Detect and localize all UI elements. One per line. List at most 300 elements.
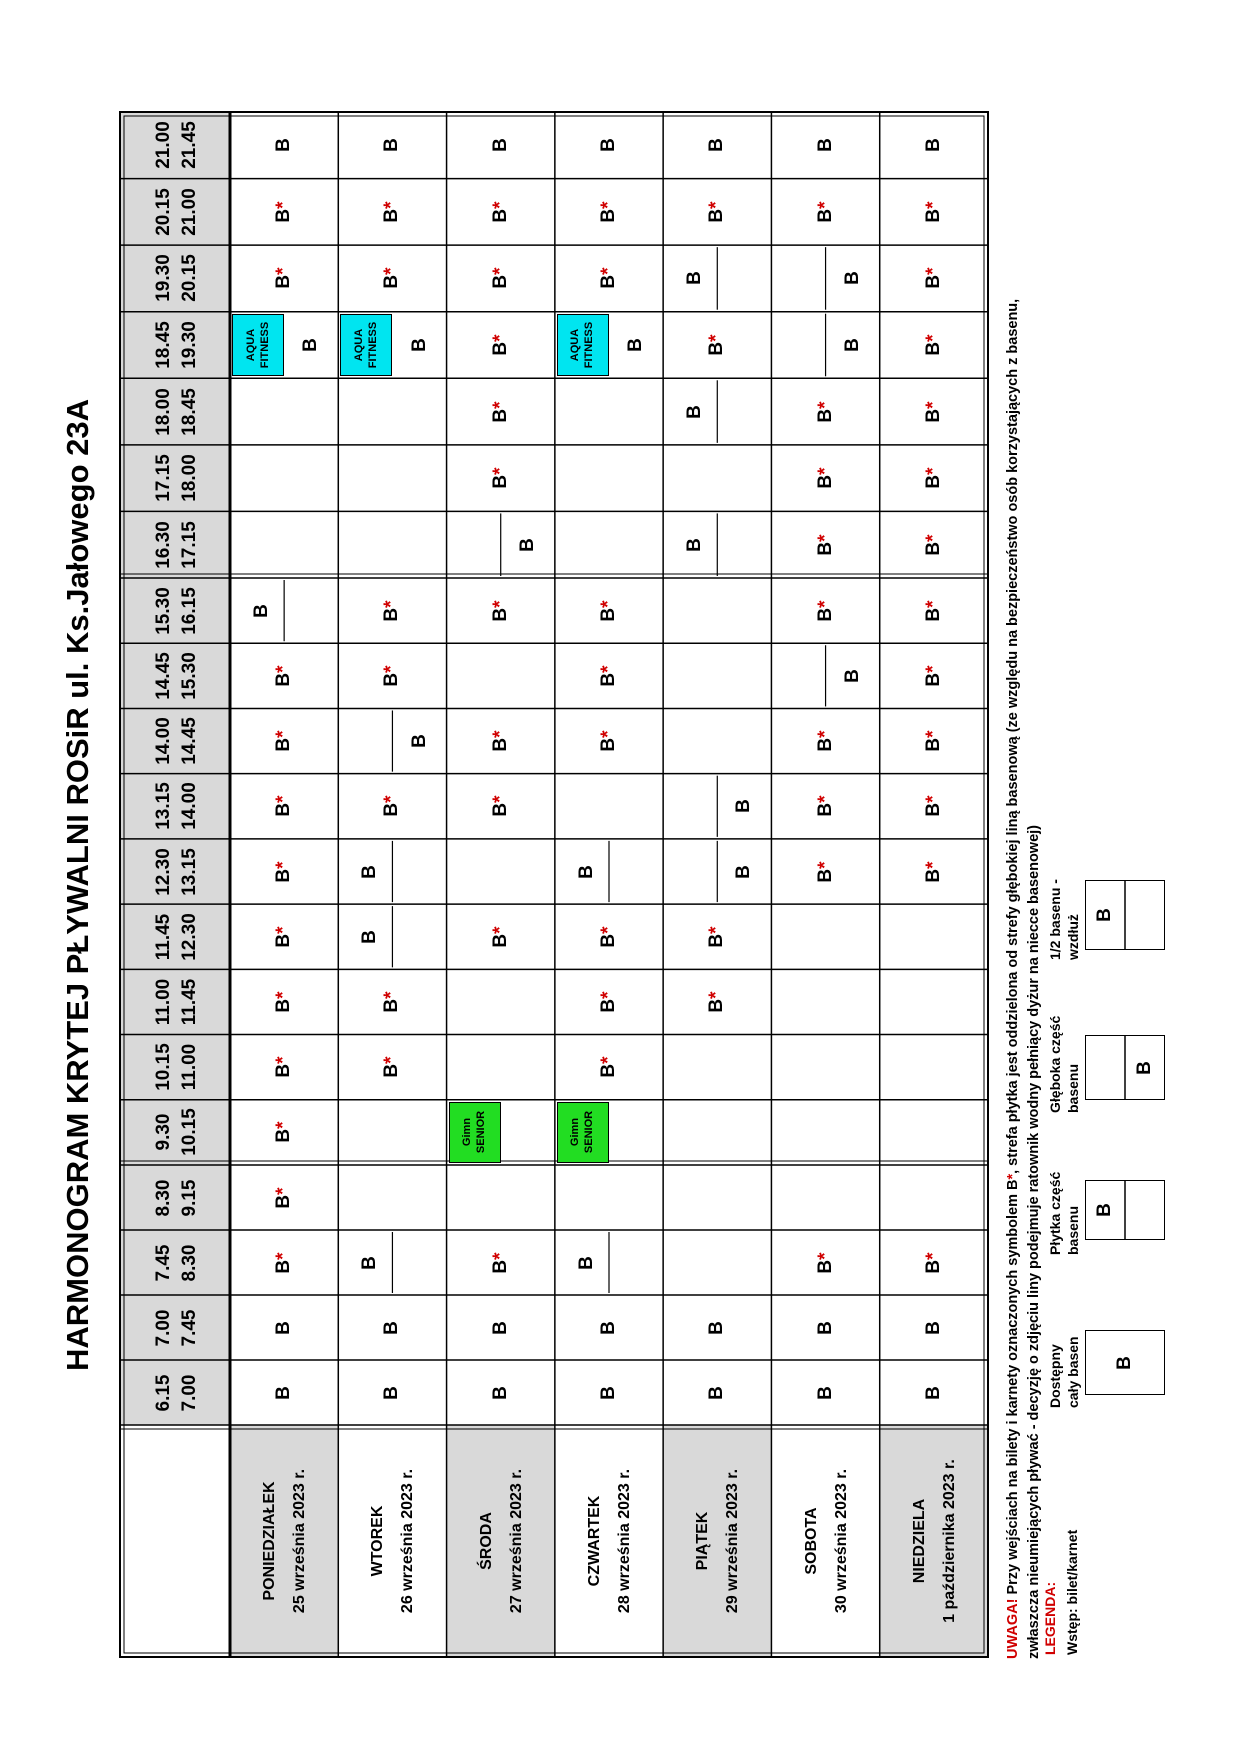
b-symbol: B (273, 933, 295, 948)
cell-symbol (923, 125, 945, 165)
cell-symbol (490, 325, 512, 365)
b-symbol: B (489, 138, 511, 153)
b-symbol: B (706, 933, 728, 948)
slot-start-time: 18.45 (152, 321, 174, 369)
cell-symbol (815, 458, 837, 498)
b-symbol: B (381, 1064, 403, 1078)
slot-end-time: 10.15 (178, 1108, 200, 1157)
cell-symbol (300, 325, 322, 365)
star-symbol: * (273, 730, 295, 738)
cell-symbol (490, 917, 512, 957)
slot-end-time: 18.45 (178, 387, 200, 436)
slot-end-time: 12.30 (178, 912, 200, 961)
star-symbol: * (273, 201, 295, 209)
b-symbol: B (841, 338, 863, 352)
star-symbol: * (598, 201, 619, 209)
legend-title: LEGENDA: (1042, 1581, 1058, 1655)
cell-symbol (815, 392, 837, 432)
cell-symbol (273, 125, 295, 165)
note-warning: UWAGA! (1005, 1598, 1021, 1659)
b-symbol: B (598, 1320, 619, 1335)
star-symbol: * (922, 467, 944, 475)
slot-end-time: 7.45 (178, 1309, 200, 1346)
slot-start-time: 21.00 (152, 121, 174, 170)
b-symbol: B (381, 607, 403, 622)
b-symbol: B (598, 138, 619, 153)
b-symbol: B (381, 1320, 403, 1335)
legend-item-line-2: basenu (1065, 1205, 1081, 1255)
legend-b-symbol: B (1114, 1355, 1135, 1370)
cell-symbol (598, 258, 620, 298)
cell-symbol (598, 125, 620, 165)
star-symbol: * (814, 467, 836, 475)
cell-symbol (273, 1373, 295, 1413)
note-text: Przy wejściach na bilety i karnety oznaczonych symbolem B (1005, 1179, 1021, 1599)
cell-symbol (733, 786, 755, 826)
slot-start-time: 13.15 (152, 782, 174, 831)
cell-symbol (381, 1308, 403, 1348)
cell-symbol (684, 525, 706, 565)
cell-symbol (359, 917, 381, 957)
cell-symbol (625, 325, 647, 365)
cell-symbol (706, 917, 728, 957)
note-line-1 (1005, 119, 1021, 1659)
legend-entry-label: Wstęp: bilet/karnet (1064, 1529, 1080, 1655)
cell-symbol (815, 125, 837, 165)
slot-start-time: 17.15 (152, 454, 174, 502)
cell-symbol (251, 591, 273, 631)
b-symbol: B (598, 275, 619, 289)
slot-start-time: 14.45 (152, 652, 174, 700)
cell-symbol (842, 656, 864, 696)
b-symbol: B (733, 864, 755, 879)
legend-item-line-1: 1/2 basenu - (1047, 879, 1063, 960)
b-symbol: B (489, 1320, 511, 1335)
day-date: 27 września 2023 r. (507, 1468, 525, 1614)
cell-symbol (381, 192, 403, 232)
b-symbol: B (359, 864, 381, 879)
slot-end-time: 20.15 (178, 254, 200, 303)
slot-end-time: 21.00 (178, 188, 200, 236)
slot-end-time: 11.00 (178, 1043, 200, 1091)
star-symbol: * (922, 665, 944, 673)
star-symbol: * (922, 334, 944, 342)
b-symbol: B (684, 537, 706, 552)
slot-start-time: 7.00 (152, 1309, 174, 1346)
star-symbol: * (706, 991, 728, 999)
b-symbol: B (922, 208, 944, 223)
star-symbol: * (814, 1251, 836, 1260)
day-date: 28 września 2023 r. (616, 1468, 633, 1614)
b-symbol: B (598, 1064, 619, 1078)
b-symbol: B (598, 1385, 619, 1400)
b-symbol: B (814, 1320, 836, 1335)
b-symbol: B (598, 998, 619, 1013)
b-symbol: B (814, 1385, 836, 1400)
cell-symbol (273, 721, 295, 761)
legend-item-line-2: basenu (1065, 1063, 1081, 1113)
cell-symbol (490, 1243, 512, 1283)
slot-end-time: 14.45 (178, 717, 200, 765)
b-symbol: B (273, 1320, 295, 1335)
star-symbol: * (922, 1251, 944, 1260)
b-symbol: B (489, 1259, 511, 1274)
star-symbol: * (489, 467, 511, 475)
cell-symbol (598, 1373, 620, 1413)
cell-symbol (706, 982, 728, 1022)
note-star: * (1005, 1173, 1021, 1180)
cell-symbol (684, 392, 706, 432)
b-symbol: B (922, 275, 944, 289)
cell-symbol (923, 1243, 945, 1283)
b-symbol: B (814, 138, 836, 153)
b-symbol: B (273, 672, 295, 687)
b-symbol: B (706, 138, 728, 153)
b-symbol: B (359, 1255, 381, 1270)
cell-symbol (815, 1308, 837, 1348)
cell-symbol (598, 192, 620, 232)
activity-line-2: FITNESS (583, 321, 596, 369)
b-symbol: B (706, 1320, 728, 1335)
star-symbol: * (489, 1251, 511, 1260)
cell-symbol (273, 852, 295, 892)
cell-symbol (706, 1308, 728, 1348)
star-symbol: * (381, 267, 403, 276)
b-symbol: B (922, 803, 944, 817)
b-symbol: B (381, 672, 403, 687)
day-name: NIEDZIELA (910, 1498, 928, 1584)
slot-start-time: 8.30 (152, 1179, 174, 1216)
cell-symbol (706, 325, 728, 365)
b-symbol: B (922, 138, 944, 153)
day-date: 1 października 2023 r. (940, 1459, 958, 1623)
star-symbol: * (273, 1186, 295, 1195)
b-symbol: B (922, 737, 944, 752)
cell-symbol (815, 721, 837, 761)
star-symbol: * (273, 665, 295, 673)
cell-symbol (273, 1243, 295, 1283)
b-symbol: B (273, 868, 295, 883)
b-symbol: B (516, 537, 538, 552)
b-symbol: B (706, 208, 728, 223)
cell-symbol (381, 656, 403, 696)
cell-symbol (923, 721, 945, 761)
star-symbol: * (922, 860, 944, 869)
cell-symbol (490, 721, 512, 761)
star-symbol: * (598, 926, 619, 934)
b-symbol: B (408, 338, 430, 352)
cell-symbol (923, 458, 945, 498)
slot-start-time: 6.15 (152, 1374, 174, 1411)
star-symbol: * (598, 665, 619, 673)
star-symbol: * (706, 201, 728, 209)
star-symbol: * (273, 991, 295, 999)
cell-symbol (923, 852, 945, 892)
b-symbol: B (922, 1259, 944, 1274)
cell-symbol (273, 786, 295, 826)
star-symbol: * (814, 201, 836, 209)
b-symbol: B (273, 803, 295, 817)
cell-symbol (490, 458, 512, 498)
b-symbol: B (381, 998, 403, 1013)
activity-line-1: Gimn (461, 1118, 474, 1147)
star-symbol: * (814, 860, 836, 869)
b-symbol: B (575, 864, 597, 879)
slot-end-time: 9.15 (178, 1179, 200, 1216)
cell-symbol (815, 525, 837, 565)
b-symbol: B (922, 1320, 944, 1335)
day-name: PIĄTEK (694, 1511, 712, 1571)
star-symbol: * (489, 600, 511, 608)
note-line-2 (1026, 119, 1042, 1659)
b-symbol: B (273, 275, 295, 289)
star-symbol: * (381, 665, 403, 673)
cell-symbol (490, 258, 512, 298)
cell-symbol (273, 258, 295, 298)
b-symbol: B (598, 737, 619, 752)
day-date: 26 września 2023 r. (399, 1468, 417, 1614)
b-symbol: B (922, 1385, 944, 1400)
b-symbol: B (922, 541, 944, 556)
b-symbol: B (575, 1255, 597, 1270)
cell-symbol (815, 192, 837, 232)
b-symbol: B (273, 1064, 295, 1078)
b-symbol: B (489, 933, 511, 948)
cell-symbol (598, 917, 620, 957)
star-symbol: * (273, 1121, 295, 1130)
star-symbol: * (814, 401, 836, 409)
star-symbol: * (489, 334, 511, 342)
cell-symbol (598, 1047, 620, 1087)
star-symbol: * (381, 1056, 403, 1064)
star-symbol: * (489, 795, 511, 804)
b-symbol: B (251, 603, 273, 618)
star-symbol: * (922, 534, 944, 542)
star-symbol: * (922, 267, 944, 276)
star-symbol: * (381, 600, 403, 608)
cell-symbol (490, 125, 512, 165)
cell-symbol (923, 656, 945, 696)
slot-end-time: 16.15 (178, 586, 200, 635)
cell-symbol (381, 258, 403, 298)
legend-b-symbol: B (1094, 908, 1115, 922)
slot-start-time: 11.45 (152, 913, 174, 960)
slot-start-time: 10.15 (152, 1043, 174, 1091)
slot-end-time: 15.30 (178, 652, 200, 700)
slot-end-time: 17.15 (178, 520, 200, 569)
b-symbol: B (814, 607, 836, 622)
star-symbol: * (381, 795, 403, 804)
b-symbol: B (273, 1385, 295, 1400)
slot-start-time: 20.15 (152, 188, 174, 236)
slot-start-time: 18.00 (152, 387, 174, 436)
b-symbol: B (625, 338, 647, 352)
note-text: , strefa płytka jest oddzielona od strefy głębokiej liną basenową (ze względu na bezpieczeństwo osób korzystających z basenu, (1005, 298, 1021, 1174)
star-symbol: * (489, 267, 511, 276)
cell-symbol (381, 125, 403, 165)
b-symbol: B (273, 208, 295, 223)
day-name: CZWARTEK (586, 1495, 603, 1587)
cell-symbol (923, 525, 945, 565)
star-symbol: * (381, 201, 403, 209)
b-symbol: B (922, 868, 944, 883)
cell-symbol (517, 525, 539, 565)
star-symbol: * (922, 600, 944, 608)
star-symbol: * (922, 730, 944, 738)
cell-symbol (598, 721, 620, 761)
b-symbol: B (814, 737, 836, 752)
cell-symbol (923, 258, 945, 298)
b-symbol: B (814, 1259, 836, 1274)
cell-symbol (490, 392, 512, 432)
cell-symbol (706, 1373, 728, 1413)
b-symbol: B (408, 734, 430, 748)
cell-symbol (273, 656, 295, 696)
b-symbol: B (706, 998, 728, 1013)
b-symbol: B (922, 408, 944, 423)
b-symbol: B (922, 672, 944, 687)
slot-start-time: 9.30 (152, 1113, 174, 1151)
day-date: 29 września 2023 r. (724, 1468, 742, 1614)
star-symbol: * (814, 600, 836, 608)
slot-end-time: 8.30 (178, 1244, 200, 1281)
cell-symbol (598, 1308, 620, 1348)
legend-item-line-1: Głęboka część (1047, 1015, 1063, 1113)
b-symbol: B (684, 271, 706, 286)
legend-item-line-1: Płytka część (1047, 1171, 1063, 1255)
b-symbol: B (814, 541, 836, 556)
day-name: SOBOTA (802, 1507, 820, 1575)
star-symbol: * (922, 401, 944, 409)
b-symbol: B (814, 868, 836, 883)
legend-item-line-2: wzdłuż (1065, 914, 1081, 960)
cell-symbol (409, 325, 431, 365)
activity-line-1: AQUA (569, 328, 582, 362)
cell-symbol (490, 1373, 512, 1413)
cell-symbol (490, 192, 512, 232)
slot-start-time: 12.30 (152, 847, 174, 896)
activity-line-2: FITNESS (258, 321, 271, 369)
b-symbol: B (841, 271, 863, 286)
b-symbol: B (273, 998, 295, 1013)
b-symbol: B (706, 1385, 728, 1400)
star-symbol: * (814, 534, 836, 542)
b-symbol: B (733, 799, 755, 814)
b-symbol: B (489, 275, 511, 289)
star-symbol: * (381, 991, 403, 999)
cell-symbol (923, 1373, 945, 1413)
star-symbol: * (598, 1056, 619, 1064)
cell-symbol (842, 325, 864, 365)
star-symbol: * (922, 201, 944, 209)
star-symbol: * (598, 600, 619, 608)
cell-symbol (733, 852, 755, 892)
cell-symbol (490, 1308, 512, 1348)
b-symbol: B (598, 672, 619, 687)
slot-start-time: 7.45 (152, 1244, 174, 1281)
cell-symbol (359, 852, 381, 892)
b-symbol: B (489, 208, 511, 223)
cell-symbol (273, 982, 295, 1022)
b-symbol: B (381, 138, 403, 153)
b-symbol: B (489, 1385, 511, 1400)
cell-symbol (490, 786, 512, 826)
b-symbol: B (841, 668, 863, 683)
cell-symbol (923, 591, 945, 631)
cell-symbol (359, 1243, 381, 1283)
star-symbol: * (273, 1251, 295, 1260)
b-symbol: B (489, 341, 511, 356)
page-title: HARMONOGRAM KRYTEJ PŁYWALNI ROSiR ul. Ks.Jałowego 23A (60, 398, 95, 1371)
star-symbol: * (814, 730, 836, 738)
slot-end-time: 7.00 (178, 1374, 200, 1411)
cell-symbol (273, 1308, 295, 1348)
cell-symbol (842, 258, 864, 298)
star-symbol: * (489, 401, 511, 409)
slot-start-time: 16.30 (152, 520, 174, 569)
b-symbol: B (814, 474, 836, 489)
star-symbol: * (706, 926, 728, 934)
activity-line-1: AQUA (352, 328, 365, 362)
slot-start-time: 14.00 (152, 717, 174, 765)
b-symbol: B (273, 1129, 295, 1143)
b-symbol: B (381, 803, 403, 817)
activity-line-1: AQUA (244, 328, 257, 362)
cell-symbol (923, 192, 945, 232)
star-symbol: * (598, 730, 619, 738)
legend-b-symbol: B (1094, 1203, 1115, 1217)
cell-symbol (273, 192, 295, 232)
cell-symbol (923, 392, 945, 432)
cell-symbol (576, 1243, 598, 1283)
cell-symbol (273, 1047, 295, 1087)
cell-symbol (273, 1178, 295, 1218)
legend-item-line-2: cały basen (1065, 1335, 1081, 1408)
legend-item-line-1: Dostępny (1047, 1343, 1063, 1408)
slot-end-time: 13.15 (178, 847, 200, 896)
day-name: ŚRODA (477, 1512, 495, 1570)
b-symbol: B (922, 607, 944, 622)
b-symbol: B (814, 803, 836, 817)
b-symbol: B (273, 1259, 295, 1274)
slot-start-time: 11.00 (152, 978, 174, 1026)
cell-symbol (273, 917, 295, 957)
slot-end-time: 18.00 (178, 454, 200, 502)
star-symbol: * (273, 926, 295, 934)
cell-symbol (815, 1373, 837, 1413)
star-symbol: * (273, 860, 295, 869)
cell-symbol (923, 325, 945, 365)
star-symbol: * (273, 1056, 295, 1064)
b-symbol: B (922, 474, 944, 489)
cell-symbol (815, 1243, 837, 1283)
cell-symbol (923, 786, 945, 826)
legend-b-symbol: B (1134, 1060, 1155, 1075)
cell-symbol (598, 656, 620, 696)
star-symbol: * (598, 991, 619, 999)
star-symbol: * (598, 267, 619, 276)
activity-line-2: FITNESS (366, 321, 379, 369)
cell-symbol (381, 1373, 403, 1413)
b-symbol: B (381, 275, 403, 289)
cell-symbol (381, 786, 403, 826)
day-date: 25 września 2023 r. (291, 1468, 309, 1614)
b-symbol: B (381, 1385, 403, 1400)
star-symbol: * (273, 795, 295, 804)
b-symbol: B (359, 929, 381, 944)
note-text: zwłaszcza nieumiejących pływać - decyzję o zdjęciu liny podejmuje ratownik wodny pełniący dyżur na niecce basenowej) (1026, 824, 1042, 1659)
b-symbol: B (922, 341, 944, 356)
